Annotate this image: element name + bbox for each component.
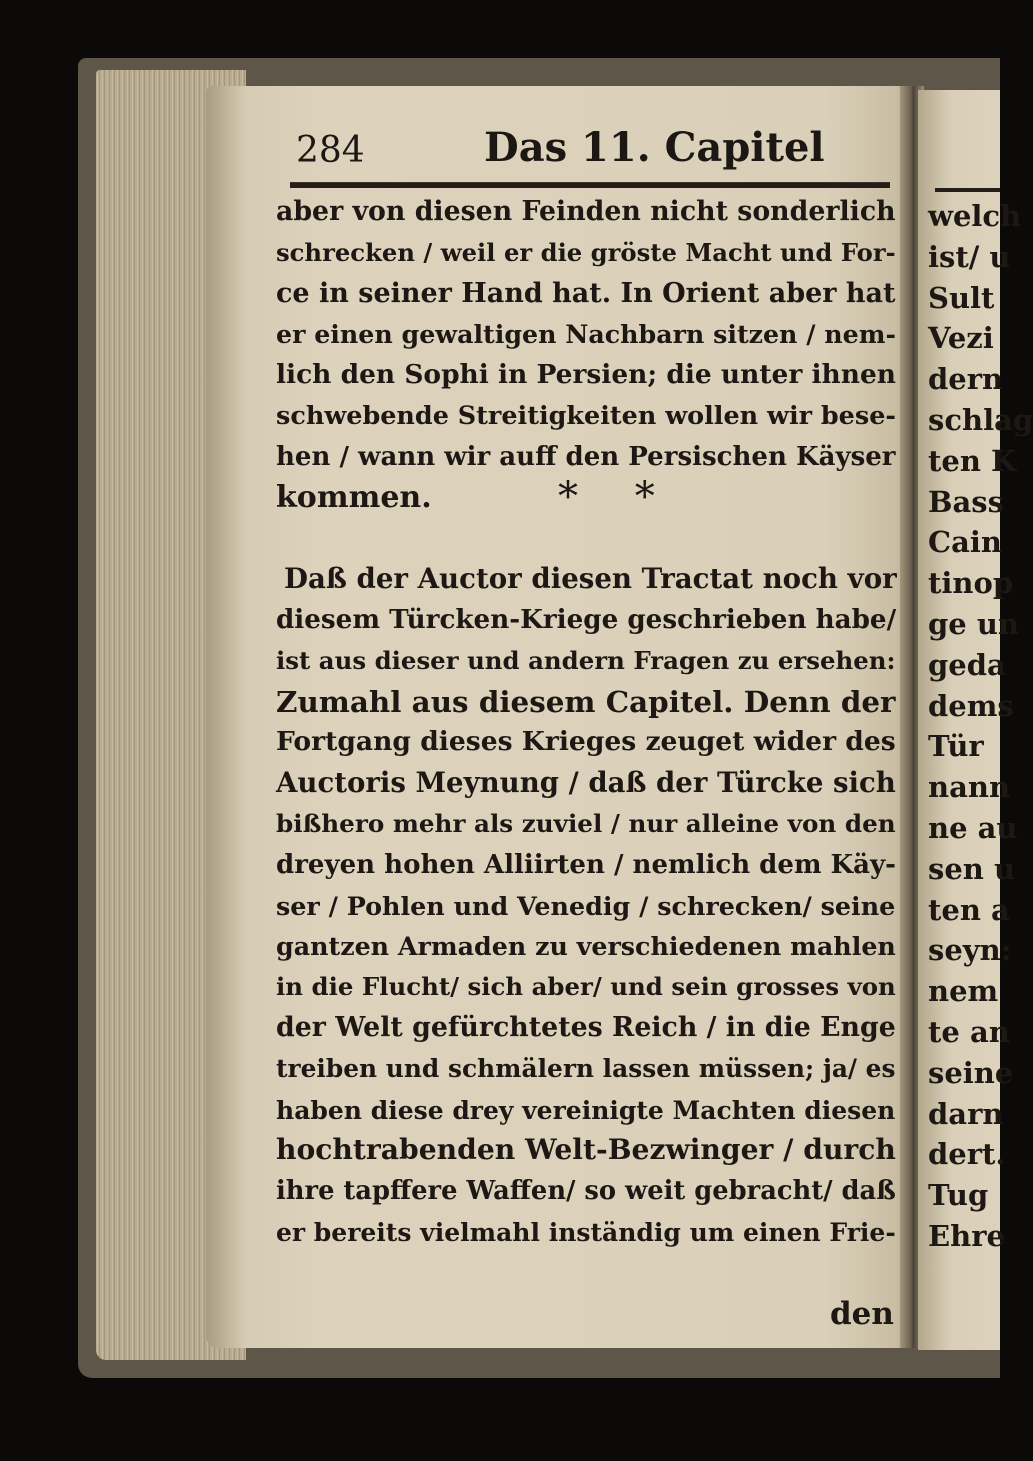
text-line: Bass xyxy=(928,484,1004,519)
text-line: ist aus dieser und andern Fragen zu ersehen: xyxy=(276,645,896,675)
text-line: schlag xyxy=(928,402,1033,437)
text-line: seyn: xyxy=(928,933,1012,968)
catchword: den xyxy=(830,1296,894,1332)
text-line: Fortgang dieses Krieges zeuget wider des xyxy=(276,726,896,758)
text-line: Zumahl aus diesem Capitel. Denn der xyxy=(276,683,896,719)
left-page-text xyxy=(276,192,916,1253)
text-line: Vezi xyxy=(928,321,994,356)
text-line: schwebende Streitigkeiten wollen wir bese- xyxy=(276,400,896,431)
running-title: Das 11. Capitel xyxy=(484,124,825,171)
text-line: ihre tapffere Waffen/ so weit gebracht/ daß xyxy=(276,1176,896,1207)
right-page-text xyxy=(928,196,1033,1257)
text-line: te an xyxy=(928,1014,1010,1049)
text-line: Cain xyxy=(928,525,1002,560)
text-line: sen u xyxy=(928,851,1016,886)
text-line: welch xyxy=(928,199,1022,233)
text-line: Sult xyxy=(928,280,995,315)
text-line: ne au xyxy=(928,810,1018,845)
text-line: der Welt gefürchtetes Reich / in die Enge xyxy=(276,1011,896,1043)
text-line: schrecken / weil er die gröste Macht und For- xyxy=(276,237,896,267)
text-line: gantzen Armaden zu verschiedenen mahlen xyxy=(276,931,896,962)
text-line: er bereits vielmahl inständig um einen Frie- xyxy=(276,1216,896,1247)
text-line: Tür xyxy=(928,729,984,764)
text-line: Tug xyxy=(928,1178,989,1213)
text-line: Ehre xyxy=(928,1218,1005,1253)
text-line: dreyen hohen Alliirten / nemlich dem Käy- xyxy=(276,849,896,880)
text-line: geda xyxy=(928,647,1006,682)
text-line: darn xyxy=(928,1096,1004,1131)
header-rule xyxy=(290,182,890,188)
text-line: ce in seiner Hand hat. In Orient aber hat xyxy=(276,277,896,309)
text-line: nem xyxy=(928,974,999,1009)
text-line: dern xyxy=(928,362,1004,397)
text-line: dems xyxy=(928,688,1014,723)
text-line: diesem Türcken-Kriege geschrieben habe/ xyxy=(276,603,897,635)
text-line: aber von diesen Feinden nicht sonderlich xyxy=(276,196,896,227)
text-line: hochtrabenden Welt-Bezwinger / durch xyxy=(276,1133,896,1167)
text-line: hen / wann wir auff den Persischen Käyser xyxy=(276,441,896,472)
right-page-header-rule xyxy=(935,188,1000,192)
ornament-spacer xyxy=(276,518,916,559)
text-line: in die Flucht/ sich aber/ und sein grosses von xyxy=(276,972,896,1002)
text-line: seine xyxy=(928,1055,1014,1090)
text-line: ten K xyxy=(928,443,1017,478)
asterism-ornament: * * xyxy=(558,474,677,520)
text-line: er einen gewaltigen Nachbarn sitzen / nem- xyxy=(276,319,896,350)
text-line: ser / Pohlen und Venedig / schrecken/ seine xyxy=(276,890,896,921)
text-line: tinop xyxy=(928,566,1014,601)
text-line: haben diese drey vereinigte Machten diesen xyxy=(276,1094,896,1125)
text-line: Daß der Auctor diesen Tractat noch vor xyxy=(284,562,897,596)
text-line: treiben und schmälern lassen müssen; ja/ es xyxy=(276,1053,896,1083)
text-line: ist/ u xyxy=(928,239,1011,274)
text-line: Auctoris Meynung / daß der Türcke sich xyxy=(276,766,896,800)
page-number: 284 xyxy=(296,130,365,171)
text-line: lich den Sophi in Persien; die unter ihnen xyxy=(276,359,897,391)
text-line: kommen. xyxy=(276,479,432,515)
text-line: bißhero mehr als zuviel / nur alleine von den xyxy=(276,808,896,838)
text-line: ge un xyxy=(928,606,1019,641)
text-line: dert. xyxy=(928,1137,1006,1172)
text-line: ten a xyxy=(928,892,1010,927)
text-line: nann xyxy=(928,770,1011,805)
